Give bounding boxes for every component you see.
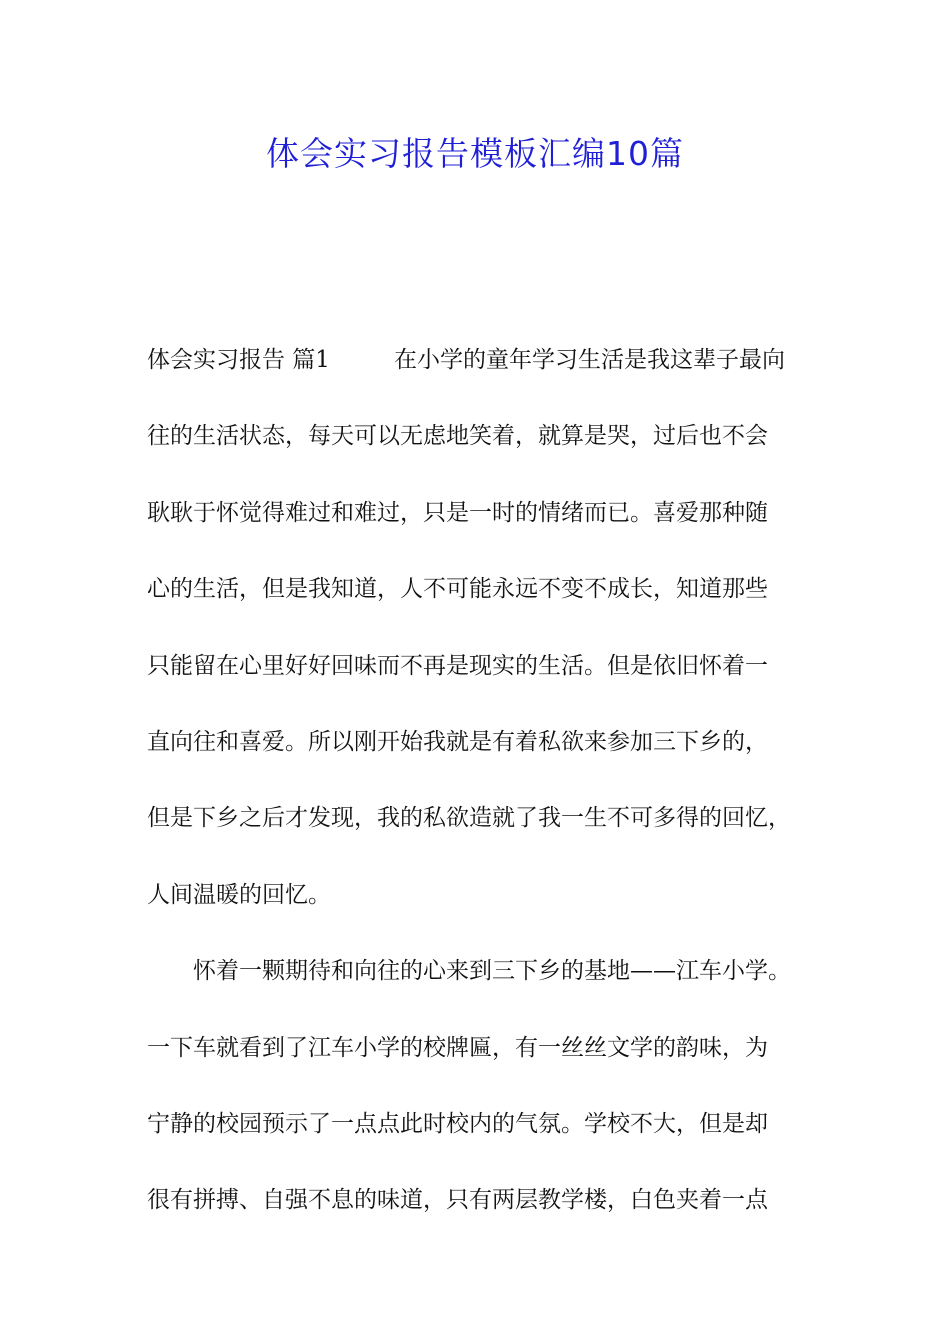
paragraph-1-line: 心的生活，但是我知道，人不可能永远不变不成长，知道那些 xyxy=(147,576,768,603)
paragraph-1-line: 只能留在心里好好回味而不再是现实的生活。但是依旧怀着一 xyxy=(147,652,768,679)
paragraph-2-line: 很有拼搏、自强不息的味道，只有两层教学楼，白色夹着一点 xyxy=(147,1187,768,1214)
paragraph-1-line: 往的生活状态，每天可以无虑地笑着，就算是哭，过后也不会 xyxy=(147,423,768,450)
paragraph-1-opening: 在小学的童年学习生活是我这辈子最向 xyxy=(394,347,785,373)
paragraph-1-line: 但是下乡之后才发现，我的私欲造就了我一生不可多得的回忆， xyxy=(147,805,791,832)
paragraph-2-line: 怀着一颗期待和向往的心来到三下乡的基地——江车小学。 xyxy=(193,958,791,985)
document-title: 体会实习报告模板汇编10篇 xyxy=(266,134,684,173)
paragraph-1-line: 耿耿于怀觉得难过和难过，只是一时的情绪而已。喜爱那种随 xyxy=(147,499,768,526)
section-label: 体会实习报告 篇1 xyxy=(147,347,330,373)
paragraph-1-line: 人间温暖的回忆。 xyxy=(147,881,331,908)
paragraph-1-line-1 xyxy=(147,336,837,412)
paragraph-1-line: 直向往和喜爱。所以刚开始我就是有着私欲来参加三下乡的， xyxy=(147,728,768,755)
paragraph-2-line: 一下车就看到了江车小学的校牌匾，有一丝丝文学的韵味，为 xyxy=(147,1034,768,1061)
document-body xyxy=(147,336,837,1253)
paragraph-2-line: 宁静的校园预示了一点点此时校内的气氛。学校不大，但是却 xyxy=(147,1110,768,1137)
